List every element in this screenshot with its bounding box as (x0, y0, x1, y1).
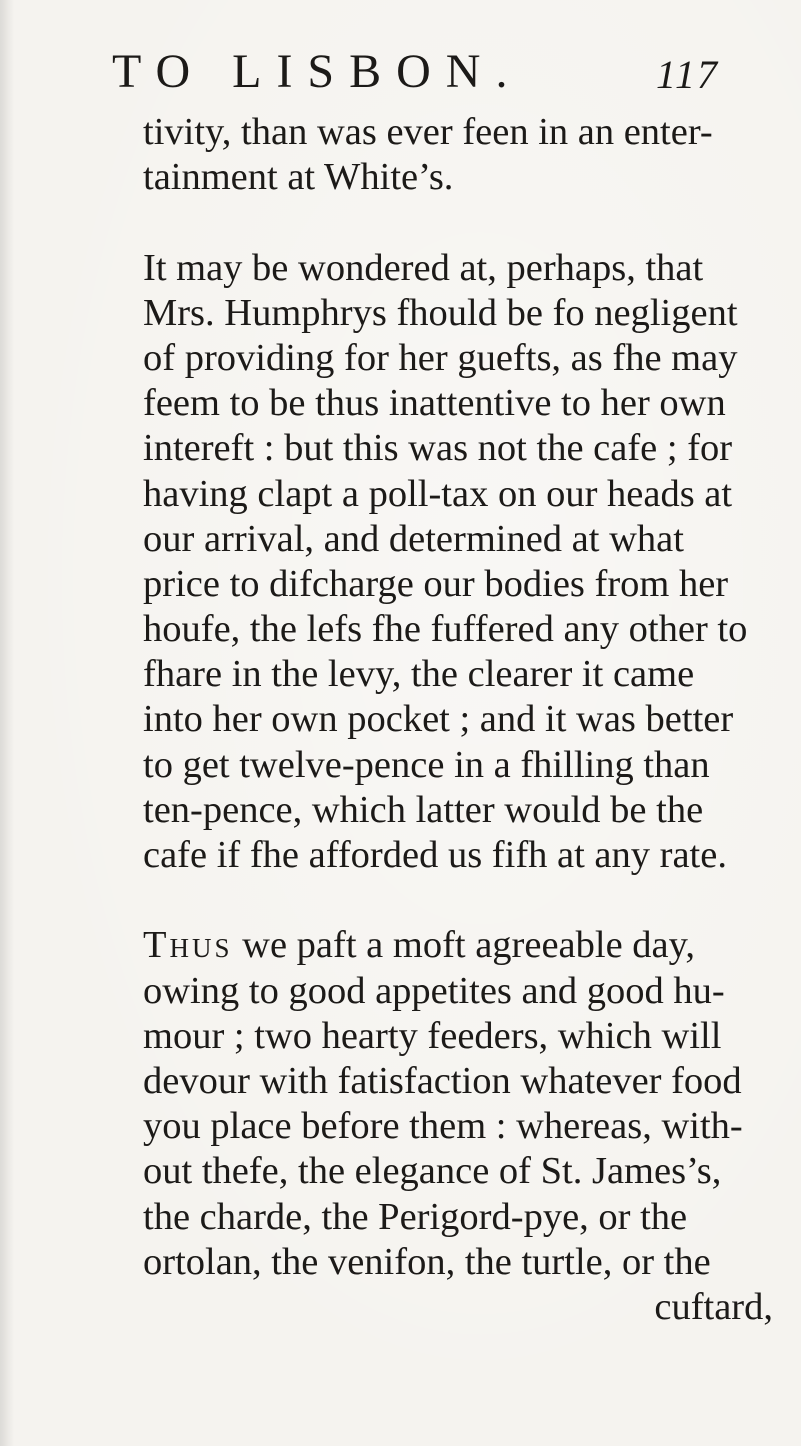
text-line: Mrs. Humphrys fhould be fo negligent (143, 291, 738, 334)
text-line: It may be wondered at, perhaps, that (143, 246, 704, 289)
text-line (143, 923, 773, 968)
text-line: tainment at White’s. (143, 156, 454, 199)
text-line: our arrival, and determined at what (143, 517, 684, 560)
text-line: cafe if fhe afforded us fifh at any rate. (143, 834, 727, 876)
first-line-rest: we paft a moft agreeable day, (232, 924, 696, 967)
text-line: devour with fatisfaction whatever food (143, 1059, 742, 1102)
body-text (143, 110, 773, 1330)
text-line: ortolan, the venifon, the turtle, or the (143, 1240, 711, 1283)
text-line: feem to be thus inattentive to her own (143, 382, 726, 425)
running-head: TO LISBON. (112, 45, 523, 98)
text-line: tivity, than was ever feen in an enter- (143, 111, 713, 153)
text-line: to get twelve-pence in a fhilling than (143, 743, 710, 786)
paragraph-opening-word: Thus (143, 924, 233, 967)
text-line: ten-pence, which latter would be the (143, 788, 704, 831)
text-line: price to difcharge our bodies from her (143, 562, 729, 605)
text-line: out thefe, the elegance of St. James’s, (143, 1150, 722, 1193)
catchword: cuftard, (654, 1285, 773, 1328)
text-line: having clapt a poll-tax on our heads at (143, 472, 733, 515)
text-line: fhare in the levy, the clearer it came (143, 653, 695, 696)
page-number: 117 (656, 52, 720, 97)
text-line: you place before them : whereas, with- (143, 1105, 743, 1148)
text-line: owing to good appetites and good hu- (143, 969, 725, 1012)
binding-shadow (0, 0, 14, 1446)
paragraph-gap (143, 878, 773, 923)
text-line: into her own pocket ; and it was better (143, 698, 734, 741)
text-line: mour ; two hearty feeders, which will (143, 1014, 722, 1057)
text-line: the charde, the Perigord-pye, or the (143, 1195, 688, 1238)
paragraph-gap (143, 200, 773, 245)
text-line: houfe, the lefs fhe fuffered any other to (143, 608, 748, 651)
text-line: intereft : but this was not the cafe ; for (143, 427, 733, 470)
text-line: of providing for her guefts, as fhe may (143, 336, 738, 379)
